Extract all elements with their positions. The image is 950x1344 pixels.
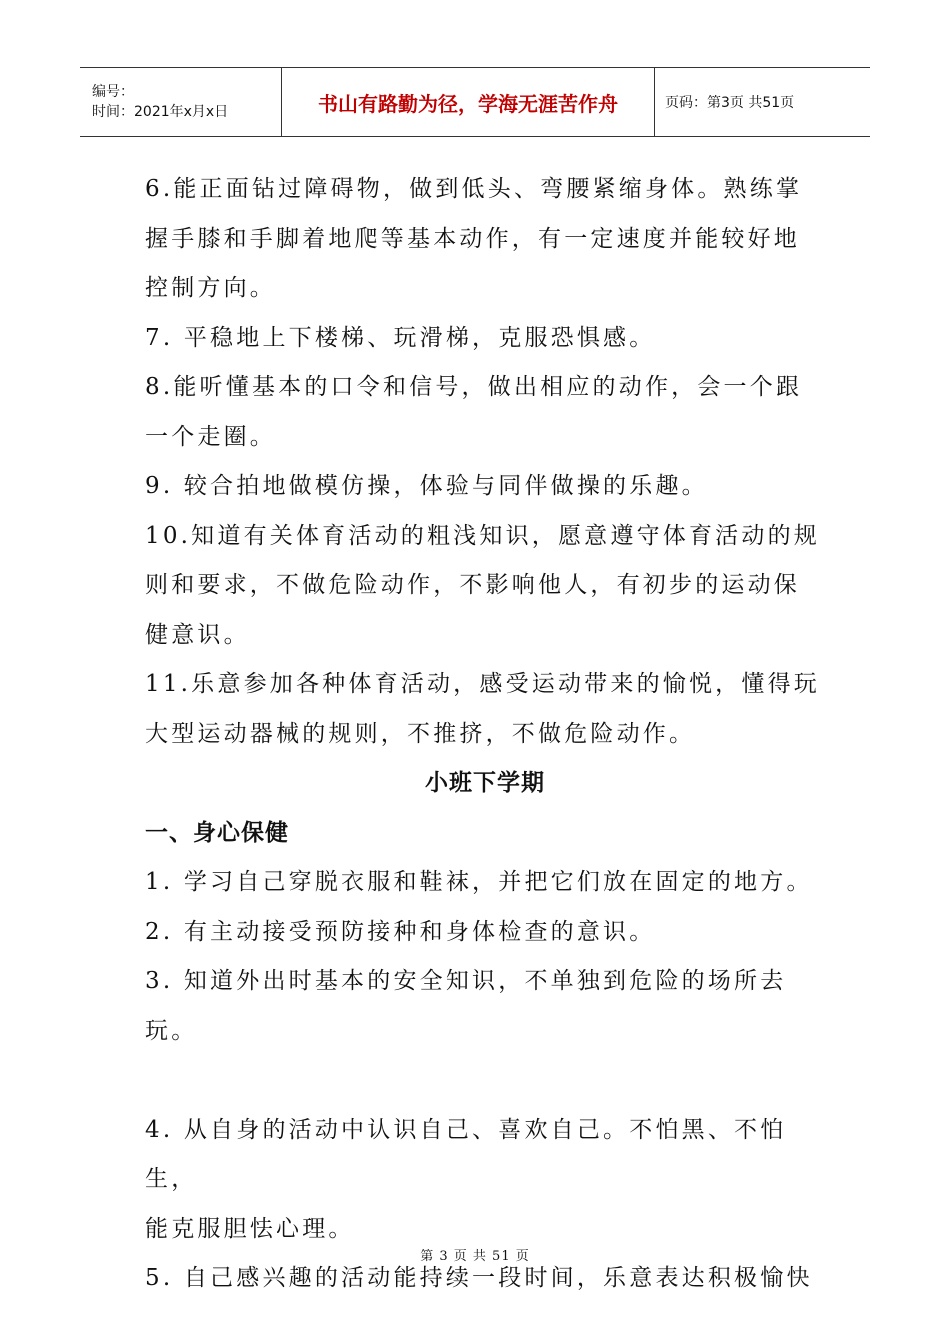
header-meta-cell	[80, 68, 282, 136]
blank-line	[145, 1056, 825, 1106]
text-line: 健意识。	[145, 621, 250, 648]
page-footer	[0, 1245, 950, 1264]
text-line: 控制方向。	[145, 275, 276, 301]
header-motto-cell	[282, 68, 655, 136]
text-line: 大型运动器械的规则，不推挤，不做危险动作。	[145, 720, 696, 747]
text-line: 则和要求，不做危险动作，不影响他人，有初步的运动保	[145, 572, 800, 598]
header-page-cell	[655, 68, 870, 136]
list-item: 5. 自己感兴趣的活动能持续一段时间，乐意表达积极愉快	[145, 1265, 813, 1291]
footer-page-number: 第 3 页 共 51 页	[420, 1249, 530, 1264]
document-header	[80, 67, 870, 137]
text-line: 8.能听懂基本的口令和信号，做出相应的动作，会一个跟	[145, 374, 803, 400]
text-line: 7. 平稳地上下楼梯、玩滑梯，克服恐惧感。	[145, 324, 656, 351]
list-item: 3. 知道外出时基本的安全知识，不单独到危险的场所去玩。	[145, 968, 787, 1044]
document-body	[145, 165, 825, 1304]
list-item: 能克服胆怯心理。	[145, 1215, 355, 1242]
text-line: 9. 较合拍地做模仿操，体验与同伴做操的乐趣。	[145, 473, 708, 499]
list-item: 2. 有主动接受预防接种和身体检查的意识。	[145, 918, 656, 945]
motto-text: 书山有路勤为径，学海无涯苦作舟	[318, 91, 618, 116]
text-line: 握手膝和手脚着地爬等基本动作，有一定速度并能较好地	[145, 225, 800, 252]
text-line: 一个走圈。	[145, 423, 276, 450]
page-info: 页码：第3页 共51页	[665, 95, 795, 111]
number-label: 编号：	[92, 84, 134, 100]
subsection-title: 一、身心保健	[145, 819, 289, 846]
text-line: 10.知道有关体育活动的粗浅知识，愿意遵守体育活动的规	[145, 522, 820, 549]
date-label: 时间：2021年x月x日	[92, 104, 229, 120]
text-line: 11.乐意参加各种体育活动，感受运动带来的愉悦，懂得玩	[145, 671, 820, 697]
section-title: 小班下学期	[425, 770, 545, 796]
text-line: 6.能正面钻过障碍物，做到低头、弯腰紧缩身体。熟练掌	[145, 176, 803, 202]
list-item: 1. 学习自己穿脱衣服和鞋袜，并把它们放在固定的地方。	[145, 869, 813, 895]
list-item: 4. 从自身的活动中认识自己、喜欢自己。不怕黑、不怕生，	[145, 1116, 787, 1192]
